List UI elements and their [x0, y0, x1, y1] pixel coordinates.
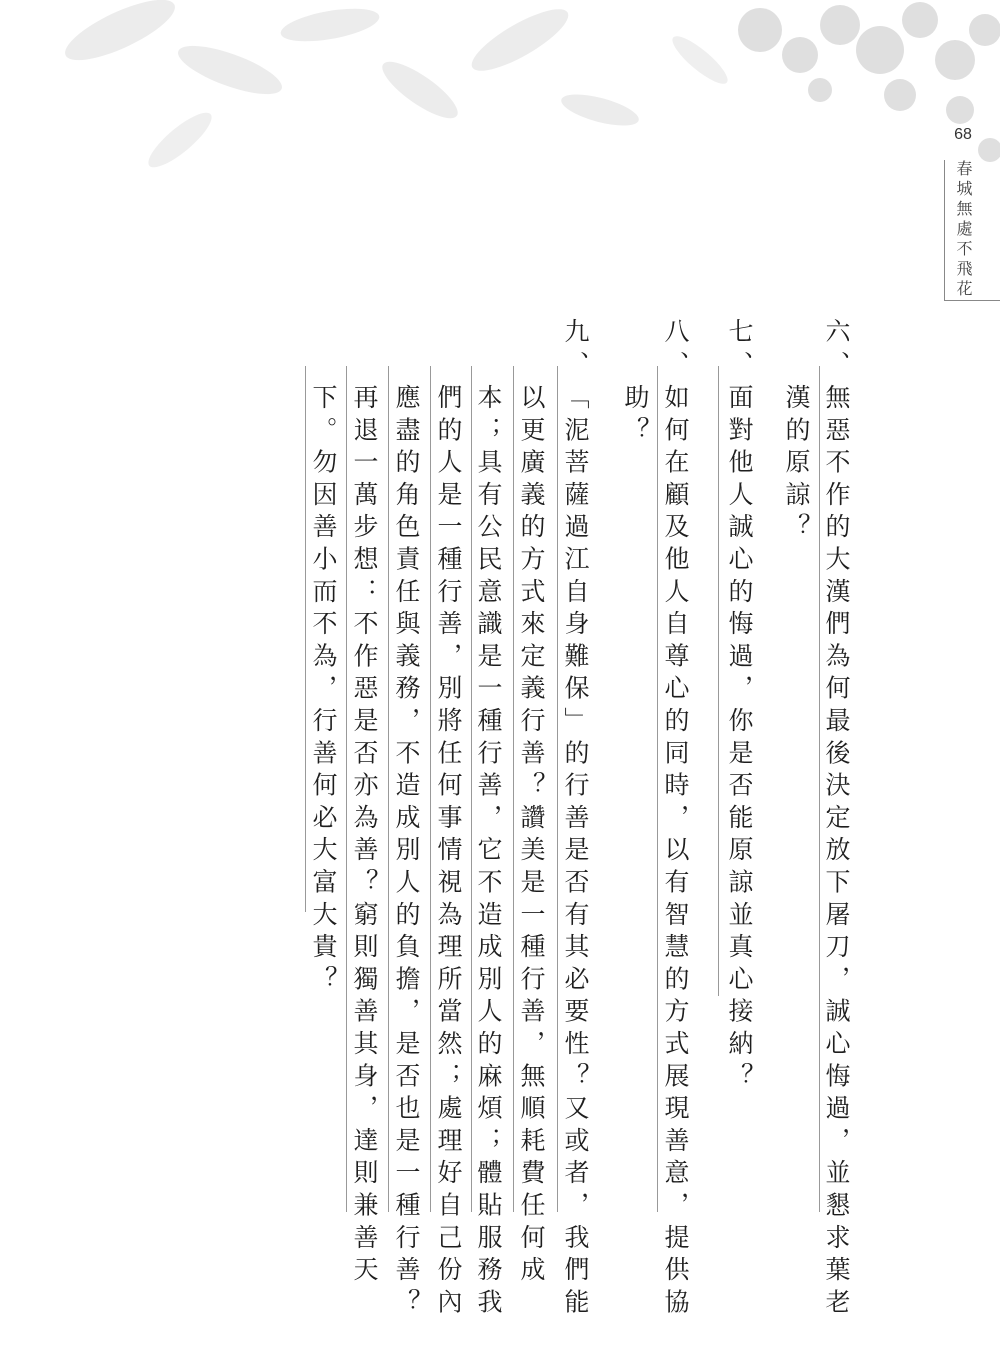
- question-9-line-7: 下。勿因善小而不為，行善何必大富大貴？: [309, 384, 338, 998]
- guide-rule: [718, 366, 719, 996]
- question-9-line-6: 再退一萬步想：不作惡是否亦為善？窮則獨善其身，達則兼善天: [350, 384, 379, 1289]
- question-marker-8: 八、: [661, 318, 690, 383]
- question-8-line-2: 助？: [621, 384, 650, 449]
- question-8-line-1: 如何在顧及他人自尊心的同時，以有智慧的方式展現善意，提供協: [661, 384, 690, 1321]
- question-9-line-5: 應盡的角色責任與義務，不造成別人的負擔，是否也是一種行善？: [392, 384, 421, 1321]
- guide-rule: [471, 366, 472, 1212]
- guide-rule: [346, 366, 347, 1212]
- question-6-line-2: 漢的原諒？: [782, 384, 811, 546]
- floral-background-decoration: [0, 0, 1000, 260]
- question-9-line-3: 本；具有公民意識是一種行善，它不造成別人的麻煩；體貼服務我: [474, 384, 503, 1321]
- question-marker-9: 九、: [561, 318, 590, 383]
- guide-rule: [657, 366, 658, 1212]
- guide-rule: [388, 366, 389, 1212]
- guide-rule: [557, 366, 558, 1212]
- guide-rule: [819, 366, 820, 1212]
- question-marker-7: 七、: [725, 318, 754, 383]
- title-vertical-rule: [944, 160, 945, 300]
- question-6-line-1: 無惡不作的大漢們為何最後決定放下屠刀，誠心悔過，並懇求葉老: [822, 384, 851, 1321]
- title-base-rule: [944, 300, 1000, 301]
- question-7-line-1: 面對他人誠心的悔過，你是否能原諒並真心接納？: [725, 384, 754, 1095]
- question-marker-6: 六、: [822, 318, 851, 383]
- question-9-line-4: 們的人是一種行善，別將任何事情視為理所當然；處理好自己份內: [434, 384, 463, 1321]
- page-number: 68: [954, 126, 972, 143]
- guide-rule: [513, 366, 514, 1212]
- question-9-line-2: 以更廣義的方式來定義行善？讚美是一種行善，無順耗費任何成: [517, 384, 546, 1289]
- guide-rule: [430, 366, 431, 1212]
- guide-rule: [305, 366, 306, 912]
- running-book-title: 春城無處不飛花: [954, 160, 973, 300]
- question-9-line-1: 「泥菩薩過江自身難保」的行善是否有其必要性？又或者，我們能: [561, 384, 590, 1321]
